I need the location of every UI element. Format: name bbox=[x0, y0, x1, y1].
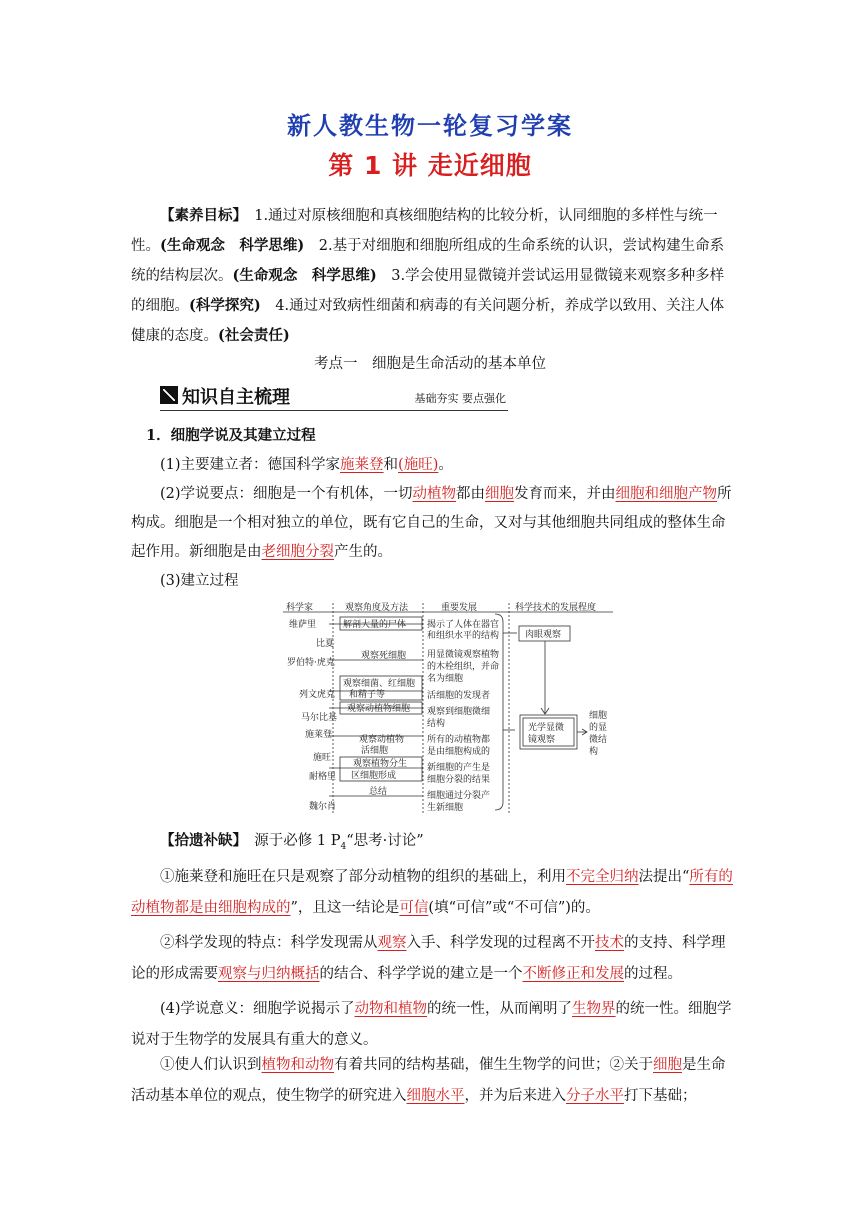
answer-blank: 施莱登 bbox=[340, 457, 384, 473]
development-label: 新细胞的产生是 bbox=[427, 763, 491, 773]
supplement-heading: 【拾遗补缺】 源于必修 1 $P_4“$思考·讨论” bbox=[160, 832, 424, 852]
tech-result: 细胞 bbox=[589, 711, 608, 721]
development-label: 细胞分裂的结果 bbox=[427, 775, 491, 785]
answer-blank: 观察 bbox=[377, 935, 407, 951]
method-label: 观察细菌、红细胞 bbox=[343, 679, 416, 689]
answer-blank: 动物和植物 bbox=[354, 1001, 428, 1017]
development-label: 观察到细胞微细 bbox=[427, 707, 491, 717]
answer-blank: 动植物 bbox=[412, 486, 457, 502]
goal-2-tag: (生命观念 科学思维) bbox=[232, 267, 377, 284]
diagram-header: 科学技术的发展程度 bbox=[515, 603, 597, 613]
document-title: 新人教生物一轮复习学案 bbox=[287, 112, 573, 140]
process-heading: (3)建立过程 bbox=[160, 573, 239, 589]
method-label: 解剖大量的尸体 bbox=[343, 620, 407, 630]
tech-result: 的显 bbox=[589, 723, 608, 733]
diagram-header: 科学家 bbox=[286, 603, 314, 613]
scientist-name: 罗伯特·虎克 bbox=[287, 658, 335, 668]
supplement-point-2: ②科学发现的特点：科学发现需从观察入手、科学发现的过程离不开技术的支持、科学理论的形成需要观察与归纳概括的结合、科学学说的建立是一个不断修正和发展的过程。 bbox=[131, 935, 726, 982]
tech-box-microscope: 光学显微 bbox=[528, 723, 565, 733]
goal-3: 3.学会使用显微镜并尝试运用显微镜来观察多种多样的细胞。 bbox=[131, 268, 725, 314]
literacy-goals-paragraph bbox=[131, 201, 733, 351]
goal-1-tag: (生命观念 科学思维) bbox=[160, 237, 305, 254]
development-label: 细胞通过分裂产 bbox=[427, 791, 491, 801]
goal-4-tag: (社会责任) bbox=[218, 327, 290, 344]
goal-4: 4.通过对致病性细菌和病毒的有关问题分析，养成学以致用、关注人体健康的态度。 bbox=[131, 298, 725, 344]
development-label: 结构 bbox=[427, 719, 446, 729]
banner-mark-icon bbox=[160, 386, 178, 404]
builders-paragraph: (1)主要建立者：德国科学家施莱登和(施旺)。 bbox=[160, 457, 453, 473]
answer-blank: 生物界 bbox=[572, 1001, 616, 1017]
scientist-name: 马尔比基 bbox=[301, 713, 338, 723]
section-title: 考点一 细胞是生命活动的基本单位 bbox=[314, 356, 546, 372]
answer-blank: 技术 bbox=[595, 935, 624, 951]
answer-blank: 细胞 bbox=[653, 1057, 682, 1073]
answer-blank: 细胞水平 bbox=[406, 1088, 465, 1104]
method-label: 观察动植物 bbox=[359, 735, 405, 745]
supplement-point-1: ①施莱登和施旺在只是观察了部分动植物的组织的基础上，利用不完全归纳法提出“所有的动植物都是由细胞构成的”，且这一结论是可信(填“可信”或“不可信”)的。 bbox=[131, 869, 733, 916]
diagram-header: 重要发展 bbox=[441, 603, 478, 613]
development-label: 生新细胞 bbox=[427, 803, 464, 813]
answer-blank: 植物和动物 bbox=[261, 1057, 334, 1073]
method-label: 观察动植物细胞 bbox=[347, 704, 411, 714]
answer-blank: 不断修正和发展 bbox=[522, 966, 624, 982]
scientist-name: 魏尔肖 bbox=[309, 802, 337, 812]
significance-paragraph: (4)学说意义：细胞学说揭示了动物和植物的统一性，从而阐明了生物界的统一性。细胞学说对于生物学的发展具有重大的意义。 bbox=[131, 1001, 732, 1048]
goals-label: 【素养目标】 bbox=[160, 207, 240, 224]
scientist-name: 列文虎克 bbox=[299, 690, 336, 700]
scientist-name: 施旺 bbox=[313, 753, 332, 763]
method-label: 总结 bbox=[369, 787, 388, 797]
goal-3-tag: (科学探究) bbox=[189, 297, 261, 314]
cell-theory-history-diagram bbox=[283, 600, 613, 815]
answer-blank: 观察与归纳概括 bbox=[218, 966, 320, 982]
scientist-name: 比夏 bbox=[316, 639, 335, 649]
answer-blank: 细胞和细胞产物 bbox=[615, 486, 718, 502]
goal-1: 1.通过对原核细胞和真核细胞结构的比较分析，认同细胞的多样性与统一性。 bbox=[131, 208, 718, 254]
goal-2: 2.基于对细胞和细胞所组成的生命系统的认识，尝试构建生命系统的结构层次。 bbox=[131, 238, 725, 284]
supplement-label: 【拾遗补缺】 bbox=[160, 832, 240, 849]
banner-subtitle: 基础夯实 要点强化 bbox=[414, 392, 506, 405]
tech-result: 构 bbox=[589, 747, 599, 757]
section-heading: 1．细胞学说及其建立过程 bbox=[146, 427, 316, 444]
answer-blank: 可信 bbox=[399, 900, 429, 916]
method-label: 观察植物分生 bbox=[353, 759, 408, 769]
method-label: 和精子等 bbox=[349, 690, 386, 700]
significance-details: ①使人们认识到植物和动物有着共同的结构基础，催生生物学的问世；②关于细胞是生命活动基本单位的观点，使生物学的研究进入细胞水平，并为后来进入分子水平打下基础； bbox=[131, 1057, 726, 1104]
method-label: 观察死细胞 bbox=[361, 651, 407, 661]
diagram-labels bbox=[286, 601, 607, 813]
development-label: 是由细胞构成的 bbox=[427, 747, 491, 757]
method-label: 区细胞形成 bbox=[351, 771, 397, 781]
knowledge-banner bbox=[160, 384, 508, 411]
development-label: 用显微镜观察植物 bbox=[427, 650, 500, 660]
tech-box-microscope: 镜观察 bbox=[528, 735, 556, 745]
development-label: 名为细胞 bbox=[427, 674, 464, 684]
answer-blank: 所有的动植物都是由细胞构成的 bbox=[131, 869, 733, 916]
banner-title: 知识自主梳理 bbox=[182, 387, 290, 408]
tech-result: 微结 bbox=[589, 735, 608, 745]
development-label: 活细胞的发现者 bbox=[427, 691, 491, 701]
answer-blank: (施旺) bbox=[398, 457, 439, 473]
answer-blank: 分子水平 bbox=[566, 1088, 624, 1104]
development-label: 和组织水平的结构 bbox=[427, 631, 500, 641]
tech-box-naked-eye: 肉眼观察 bbox=[525, 630, 562, 640]
lesson-title: 第 1 讲 走近细胞 bbox=[328, 151, 532, 180]
answer-blank: 不完全归纳 bbox=[566, 869, 639, 885]
key-points-paragraph: (2)学说要点：细胞是一个有机体，一切动植物都由细胞发育而来，并由细胞和细胞产物所构成。细胞是一个相对独立的单位，既有它自己的生命，又对与其他细胞共同组成的整体生命起作用。新细胞是由老细胞分裂产生的。 bbox=[131, 486, 732, 560]
answer-blank: 老细胞分裂 bbox=[261, 544, 334, 560]
diagram-header: 观察角度及方法 bbox=[345, 603, 409, 613]
method-label: 活细胞 bbox=[361, 746, 389, 756]
scientist-name: 耐格里 bbox=[309, 772, 337, 782]
development-label: 揭示了人体在器官 bbox=[427, 620, 500, 630]
answer-blank: 细胞 bbox=[485, 486, 515, 502]
scientist-name: 维萨里 bbox=[289, 620, 317, 630]
scientist-name: 施莱登 bbox=[305, 730, 333, 740]
development-label: 所有的动植物都 bbox=[427, 735, 491, 745]
development-label: 的木栓组织，并命 bbox=[427, 662, 500, 672]
